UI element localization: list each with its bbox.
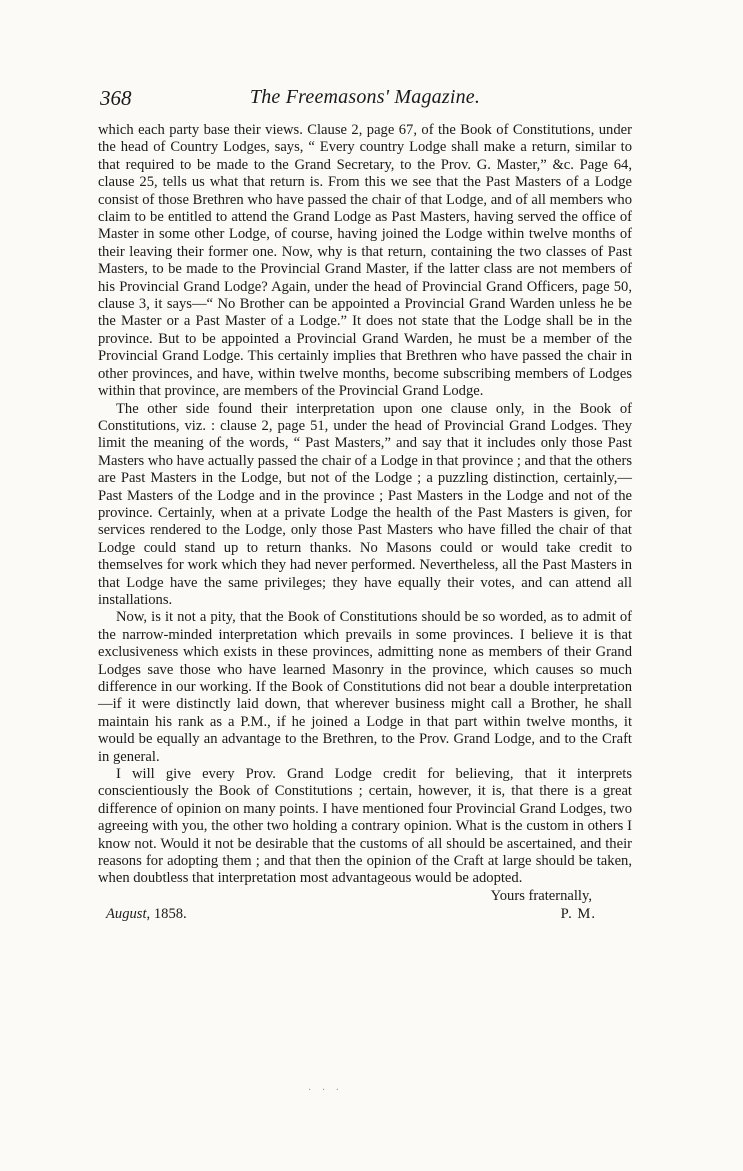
paragraph-3: Now, is it not a pity, that the Book of Constitutions should be so worded, as to admit of the narrow-minded interpretation which prevails in some provinces. I believe it is that exclusiveness which exists in these provinces, admitting none as members of their Grand Lodges save those who have learned Masonry in the province, which causes so much difference in our working. If the Book of Constitutions did not bear a double interpretation —if it were distinctly laid down, that wherever business might call a Brother, he shall maintain his rank as a P.M., if he joined a Lodge in that part within twelve months, it would be equally an advantage to the Brethren, to the Prov. Grand Lodge, and to the Craft in general. [98, 609, 632, 765]
letter-closing [98, 888, 632, 928]
author-initials: P. M. [560, 905, 596, 922]
paragraph-4: I will give every Prov. Grand Lodge credit for believing, that it interprets conscientiously the Book of Constitutions ; certain, however, it is, that there is a great difference of opinion on many points. I have mentioned four Provincial Grand Lodges, two agreeing with you, the other two holding a contrary opinion. What is the custom in others I know not. Would it not be desirable that the customs of all should be ascertained, and their reasons for adopting them ; and that then the opinion of the Craft at large should be taken, when doubtless that interpretation most advantageous would be adopted. [98, 766, 632, 887]
sign-off: Yours fraternally, [490, 887, 592, 904]
date-year: , 1858. [146, 905, 187, 922]
letter-date [106, 906, 187, 923]
date-month: August [106, 905, 147, 922]
paragraph-2: The other side found their interpretation upon one clause only, in the Book of Constitutions, viz. : clause 2, page 51, under the head of Provincial Grand Lodges. They limit the meaning of the words, “ Past Masters,” and say that it includes only those Past Masters who have actually passed the chair of a Lodge in that province ; and that the others are Past Masters in the Lodge, but not of the Lodge ; a puzzling distinction, certainly,—Past Masters of the Lodge and in the province ; Past Masters in the Lodge and not of the province. Certainly, when at a private Lodge the health of the Past Masters is given, for services rendered to the Lodge, only those Past Masters who have filled the chair of that Lodge could stand up to return thanks. No Masons could or would take credit to themselves for work which they had never performed. Nevertheless, all the Past Masters in that Lodge have the same privileges; they have equally their votes, and can attend all installations. [98, 400, 632, 608]
magazine-page [98, 86, 632, 928]
running-title: The Freemasons' Magazine. [249, 86, 481, 108]
paragraph-1: which each party base their views. Clause 2, page 67, of the Book of Constitutions, under the head of Country Lodges, says, “ Every country Lodge shall make a return, similar to that required to be made to the Grand Secretary, to the Prov. G. Master,” &c. Page 64, clause 25, tells us what that return is. From this we see that the Past Masters of a Lodge consist of those Brethren who have passed the chair of that Lodge, and of all members who claim to be entitled to attend the Grand Lodge as Past Masters, having served the office of Master in some other Lodge, of course, having joined the Lodge within twelve months of their leaving their former one. Now, why is that return, containing the two classes of Past Masters, to be made to the Provincial Grand Master, if the latter class are not members of his Provincial Grand Lodge? Again, under the head of Provincial Grand Officers, page 50, clause 3, it says—“ No Brother can be appointed a Provincial Grand Warden unless he be the Master or a Past Master of a Lodge.” It does not state that the Lodge shall be in the province. But to be appointed a Provincial Grand Warden, he must be a member of the Provincial Grand Lodge. This certainly implies that Brethren who have passed the chair in other provinces, and have, within twelve months, become subscribing members of Lodges within that province, are members of the Provincial Grand Lodge. [98, 122, 632, 400]
page-number: 368 [100, 86, 132, 110]
letter-body [98, 122, 632, 888]
page-header [98, 86, 632, 112]
footer-mark: · · · [308, 1085, 343, 1096]
